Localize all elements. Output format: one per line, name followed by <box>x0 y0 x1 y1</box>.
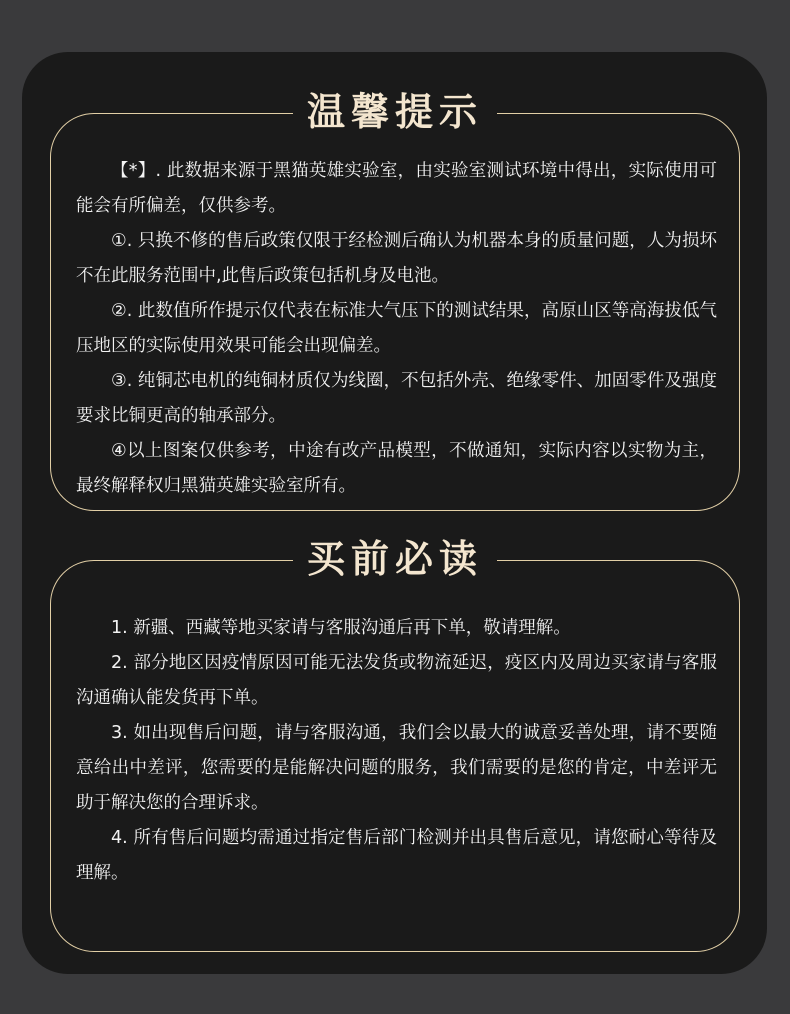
notice-body <box>76 154 717 504</box>
purchase-item-after-sales-contact: 3. 如出现售后问题，请与客服沟通，我们会以最大的诚意妥善处理，请不要随意给出中差评，您需要的是能解决问题的服务，我们需要的是您的肯定，中差评无助于解决您的合理诉求。 <box>76 723 717 813</box>
notice-title: 温馨提示 <box>293 84 497 140</box>
before-purchase-body <box>76 611 717 891</box>
notice-item-after-sales-policy: ①. 只换不修的售后政策仅限于经检测后确认为机器本身的质量问题，人为损坏不在此服务范围中,此售后政策包括机身及电池。 <box>76 231 717 286</box>
before-purchase-title: 买前必读 <box>293 531 497 587</box>
purchase-item-inspection: 4. 所有售后问题均需通过指定售后部门检测并出具售后意见，请您耐心等待及理解。 <box>76 828 717 883</box>
notice-item-atmospheric-pressure: ②. 此数值所作提示仅代表在标准大气压下的测试结果，高原山区等高海拔低气压地区的实际使用效果可能会出现偏差。 <box>76 301 717 356</box>
notice-item-image-reference: ④以上图案仅供参考，中途有改产品模型，不做通知，实际内容以实物为主，最终解释权归黑猫英雄实验室所有。 <box>76 441 717 496</box>
purchase-item-shipping-delay: 2. 部分地区因疫情原因可能无法发货或物流延迟，疫区内及周边买家请与客服沟通确认能发货再下单。 <box>76 653 717 708</box>
notice-item-data-source: 【*】. 此数据来源于黑猫英雄实验室，由实验室测试环境中得出，实际使用可能会有所偏差，仅供参考。 <box>76 161 717 216</box>
before-purchase-panel <box>50 537 740 952</box>
notice-panel <box>50 90 740 511</box>
purchase-item-remote-regions: 1. 新疆、西藏等地买家请与客服沟通后再下单，敬请理解。 <box>111 618 571 638</box>
notice-item-copper-motor: ③. 纯铜芯电机的纯铜材质仅为线圈，不包括外壳、绝缘零件、加固零件及强度要求比铜更高的轴承部分。 <box>76 371 717 426</box>
